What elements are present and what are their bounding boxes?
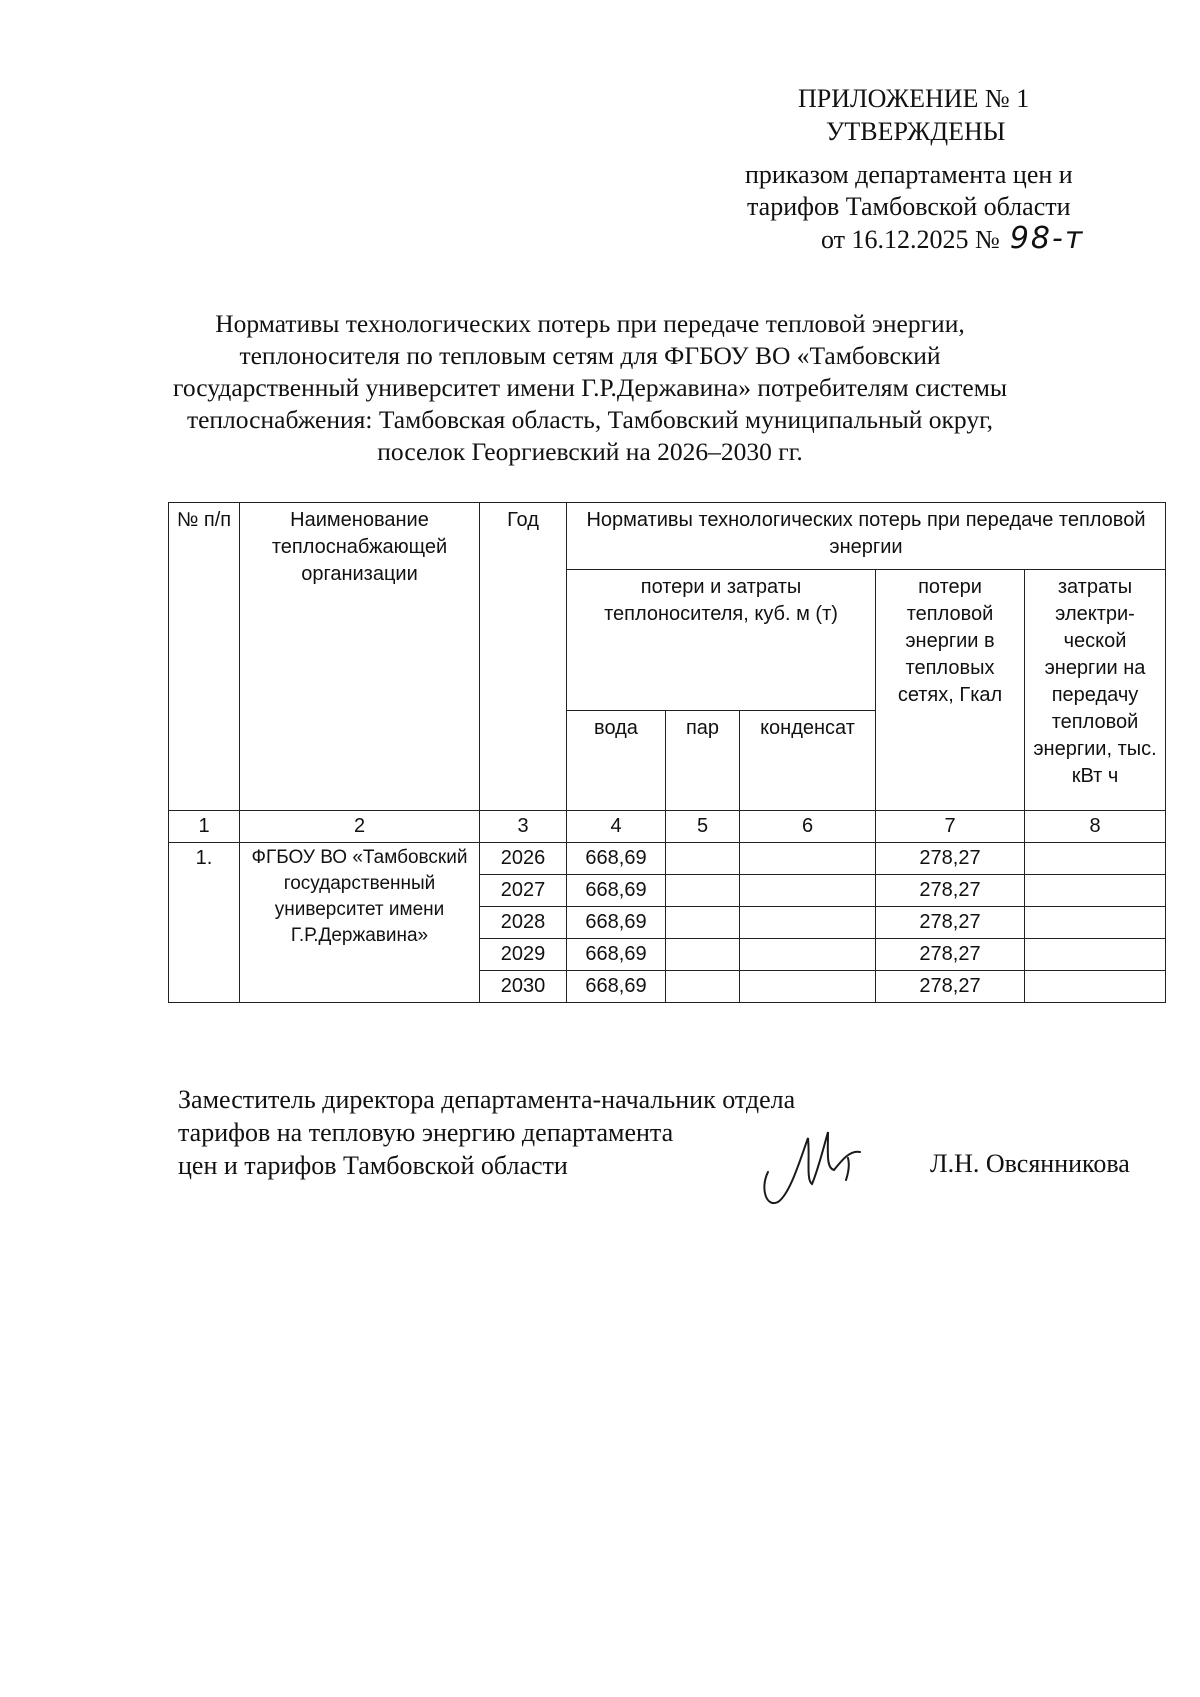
condensate-cell [740, 907, 876, 939]
electricity-cell [1025, 875, 1166, 907]
header-electricity: затраты электри-ческой энергии на передачу тепловой энергии, тыс. кВт ч [1025, 570, 1166, 811]
heat-loss-cell: 278,27 [876, 843, 1025, 875]
table-row [169, 843, 1166, 875]
year-cell: 2030 [480, 971, 567, 1003]
water-cell: 668,69 [567, 875, 666, 907]
handwritten-signature [760, 1110, 870, 1210]
water-cell: 668,69 [567, 843, 666, 875]
column-number: 5 [666, 811, 740, 843]
order-date-line [821, 222, 1084, 256]
condensate-cell [740, 875, 876, 907]
steam-cell [666, 843, 740, 875]
steam-cell [666, 971, 740, 1003]
order-line-2: тарифов Тамбовской области [747, 192, 1071, 221]
year-cell: 2029 [480, 939, 567, 971]
year-cell: 2027 [480, 875, 567, 907]
steam-cell [666, 939, 740, 971]
column-number: 1 [169, 811, 240, 843]
heat-loss-cell: 278,27 [876, 907, 1025, 939]
order-date: от 16.12.2025 № [821, 225, 1000, 254]
document-title [150, 308, 1030, 468]
electricity-cell [1025, 907, 1166, 939]
title-line: теплоносителя по тепловым сетям для ФГБОУ ВО «Тамбовский [239, 341, 941, 370]
title-line: Нормативы технологических потерь при передаче тепловой энергии, [215, 309, 965, 338]
condensate-cell [740, 939, 876, 971]
heat-loss-cell: 278,27 [876, 971, 1025, 1003]
signatory-position [178, 1083, 795, 1182]
title-line: теплоснабжения: Тамбовская область, Тамбовский муниципальный округ, [186, 405, 994, 434]
column-numbers-row [169, 811, 1166, 843]
column-number: 3 [480, 811, 567, 843]
header-org: Наименование теплоснабжающей организации [240, 503, 480, 811]
column-number: 7 [876, 811, 1025, 843]
heat-loss-cell: 278,27 [876, 939, 1025, 971]
approved-label: УТВЕРЖДЕНЫ [826, 117, 1006, 146]
column-number: 8 [1025, 811, 1166, 843]
header-norms: Нормативы технологических потерь при передаче тепловой энергии [567, 503, 1166, 570]
column-number: 4 [567, 811, 666, 843]
header-water: вода [567, 711, 666, 811]
signer-name: Л.Н. Овсянникова [930, 1149, 1130, 1178]
title-line: поселок Георгиевский на 2026–2030 гг. [377, 437, 803, 466]
header-year: Год [480, 503, 567, 811]
water-cell: 668,69 [567, 939, 666, 971]
order-line-1: приказом департамента цен и [745, 160, 1073, 189]
water-cell: 668,69 [567, 971, 666, 1003]
column-number: 2 [240, 811, 480, 843]
heat-loss-cell: 278,27 [876, 875, 1025, 907]
header-condensate: конденсат [740, 711, 876, 811]
water-cell: 668,69 [567, 907, 666, 939]
electricity-cell [1025, 971, 1166, 1003]
entry-index: 1. [169, 843, 240, 1003]
position-line: тарифов на тепловую энергию департамента [178, 1118, 674, 1147]
condensate-cell [740, 971, 876, 1003]
header-steam: пар [666, 711, 740, 811]
position-line: цен и тарифов Тамбовской области [178, 1151, 568, 1180]
header-num: № п/п [169, 503, 240, 811]
electricity-cell [1025, 939, 1166, 971]
handwritten-order-number: 98-т [1009, 221, 1085, 256]
year-cell: 2026 [480, 843, 567, 875]
norms-table [168, 502, 1166, 1003]
title-line: государственный университет имени Г.Р.Державина» потребителям системы [173, 373, 1007, 402]
electricity-cell [1025, 843, 1166, 875]
column-number: 6 [740, 811, 876, 843]
steam-cell [666, 875, 740, 907]
condensate-cell [740, 843, 876, 875]
year-cell: 2028 [480, 907, 567, 939]
steam-cell [666, 907, 740, 939]
entry-organization: ФГБОУ ВО «Тамбовский государственный университет имени Г.Р.Державина» [240, 843, 480, 1003]
appendix-label: ПРИЛОЖЕНИЕ № 1 [798, 84, 1030, 113]
header-coolant: потери и затраты теплоносителя, куб. м (т) [567, 570, 876, 711]
position-line: Заместитель директора департамента-начальник отдела [178, 1085, 796, 1114]
header-heat-loss: потери тепловой энергии в тепловых сетях, Гкал [876, 570, 1025, 811]
